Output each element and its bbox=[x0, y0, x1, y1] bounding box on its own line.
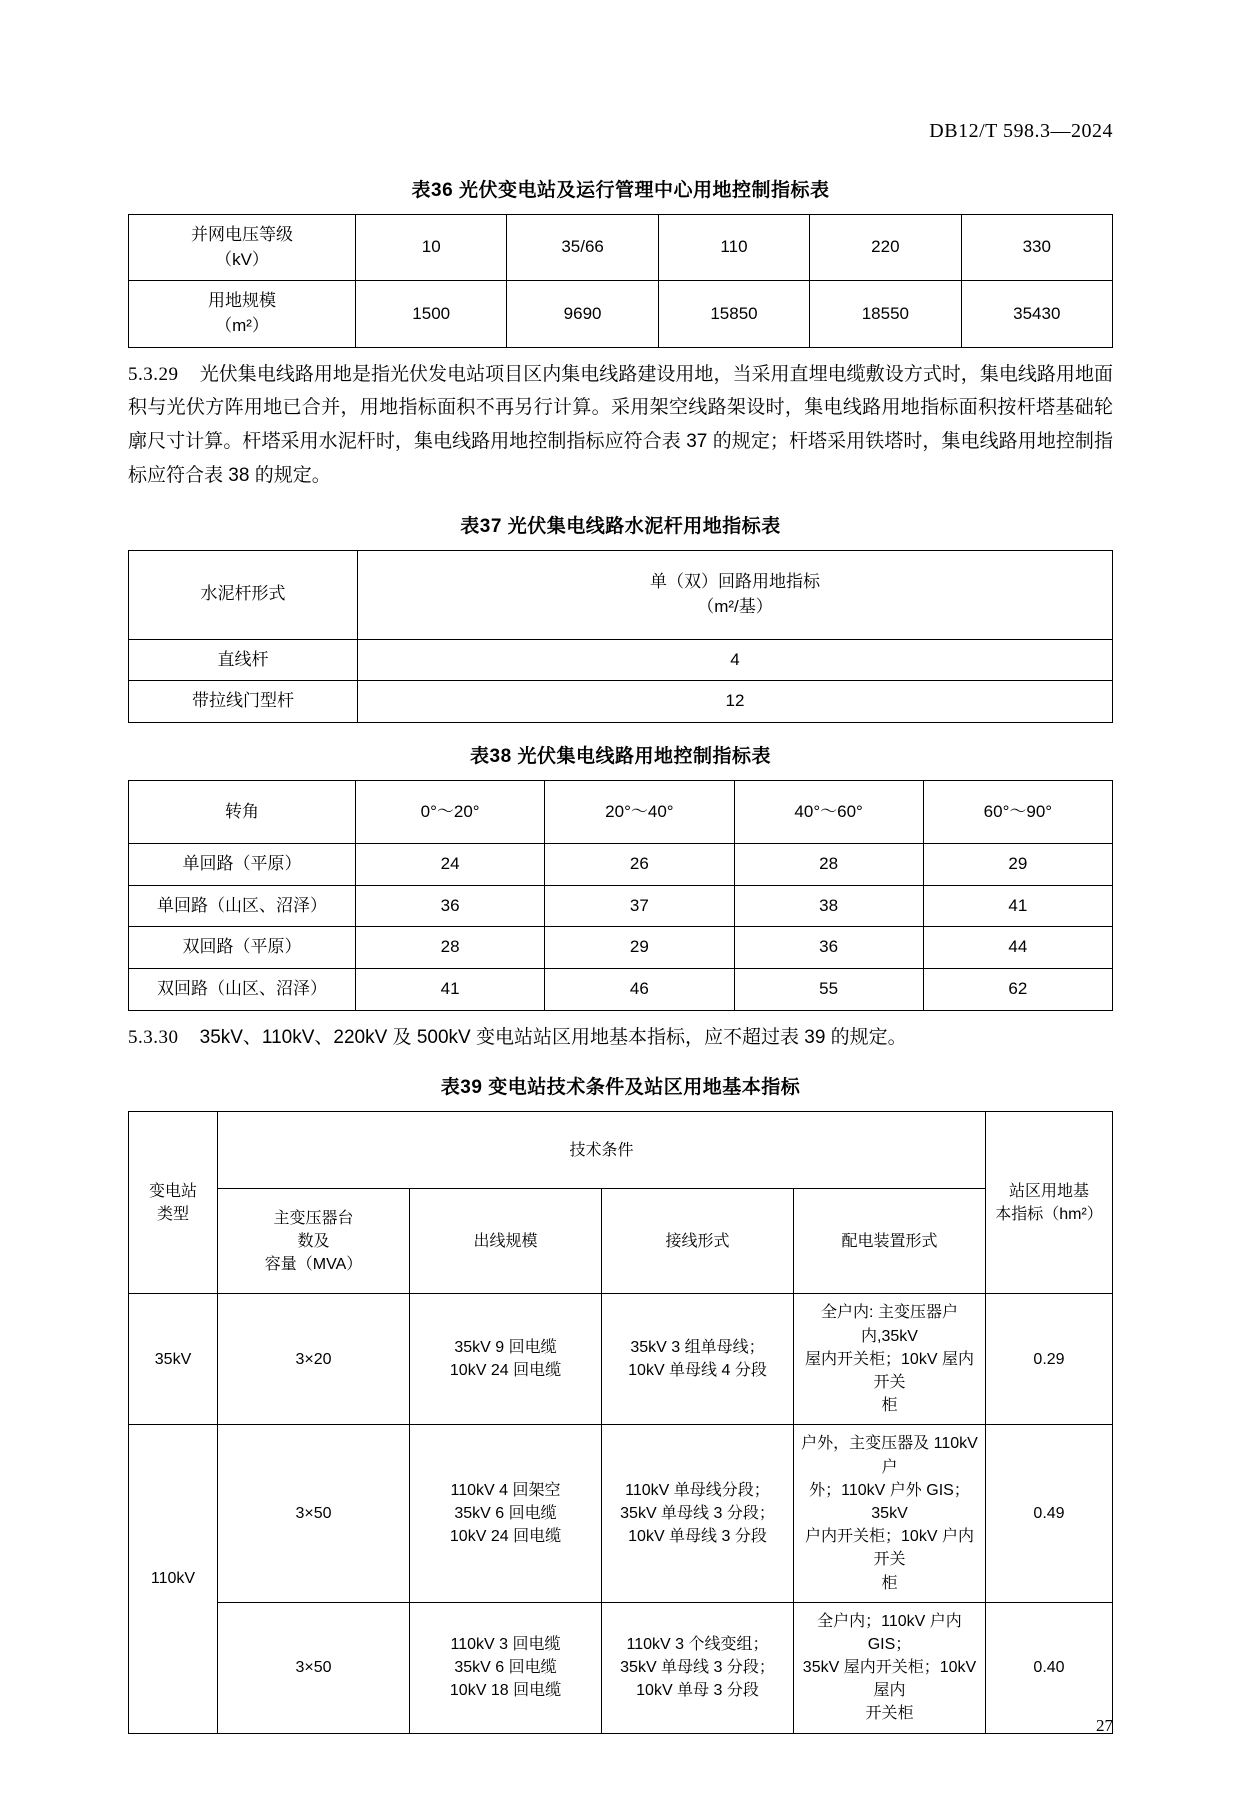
table36-row0-value-1: 35/66 bbox=[507, 215, 658, 281]
table38-row0-value-3: 29 bbox=[923, 844, 1112, 886]
table37-caption: 表37 光伏集电线路水泥杆用地指标表 bbox=[460, 515, 781, 537]
table38-row2-value-2: 36 bbox=[734, 927, 923, 969]
clause-5-3-30-text: 35kV、110kV、220kV 及 500kV 变电站站区用地基本指标，应不超过表 39 的规定。 bbox=[199, 1026, 907, 1048]
page-number: 27 bbox=[1096, 1715, 1113, 1735]
table39-row0-lines-l1: 35kV 9 回电缆 bbox=[454, 1339, 557, 1357]
table39-row2-conn-l2: 35kV 单母线 3 分段； bbox=[620, 1659, 775, 1677]
table39-row2-index: 0.40 bbox=[986, 1602, 1113, 1733]
table36-row0-value-0: 10 bbox=[356, 215, 507, 281]
table38-row0-value-2: 28 bbox=[734, 844, 923, 886]
table39-row2-mva: 3×50 bbox=[218, 1602, 410, 1733]
table38-row2-value-1: 29 bbox=[545, 927, 734, 969]
table37-row1-value: 12 bbox=[358, 681, 1113, 723]
table39-row1-device-l3: 户内开关柜；10kV 户内开关 bbox=[805, 1528, 974, 1569]
table-row bbox=[129, 781, 1113, 844]
table38 bbox=[128, 780, 1113, 1011]
table-row bbox=[129, 1602, 1113, 1733]
table36-row1-value-3: 18550 bbox=[810, 281, 961, 347]
table38-header-2: 20°～40° bbox=[545, 781, 734, 844]
table39-row2-conn-l1: 110kV 3 个线变组； bbox=[626, 1635, 769, 1653]
table39-header-index bbox=[986, 1112, 1113, 1294]
table-row bbox=[129, 1112, 1113, 1189]
table39-header-tech-group: 技术条件 bbox=[218, 1112, 986, 1189]
table38-row1-value-2: 38 bbox=[734, 885, 923, 927]
table-row bbox=[129, 215, 1113, 281]
table39-caption: 表39 变电站技术条件及站区用地基本指标 bbox=[440, 1077, 801, 1099]
table39-row1-device-l2: 外；110kV 户外 GIS；35kV bbox=[809, 1481, 970, 1522]
table39-row0-type: 35kV bbox=[129, 1294, 218, 1425]
table38-row2-value-0: 28 bbox=[356, 927, 545, 969]
table38-row1-label: 单回路（山区、沼泽） bbox=[129, 885, 356, 927]
table38-row0-value-1: 26 bbox=[545, 844, 734, 886]
table39-row0-conn bbox=[602, 1294, 794, 1425]
table-row bbox=[129, 550, 1113, 639]
table39-row1-conn bbox=[602, 1425, 794, 1602]
table39-row0-mva: 3×20 bbox=[218, 1294, 410, 1425]
table38-row1-value-0: 36 bbox=[356, 885, 545, 927]
table39-row1-type: 110kV bbox=[129, 1425, 218, 1733]
table39-row0-device-l3: 柜 bbox=[881, 1397, 898, 1415]
table39-row1-lines-l2: 35kV 6 回电缆 bbox=[454, 1504, 557, 1522]
table39-row2-lines-l1: 110kV 3 回电缆 bbox=[450, 1635, 561, 1653]
table38-row1-value-1: 37 bbox=[545, 885, 734, 927]
table39-row2-conn-l3: 10kV 单母 3 分段 bbox=[636, 1682, 759, 1700]
table39-row1-conn-l1: 110kV 单母线分段； bbox=[625, 1481, 770, 1499]
table37-header-col1: 水泥杆形式 bbox=[129, 550, 358, 639]
table39-row2-device-l3: 开关柜 bbox=[865, 1705, 914, 1723]
table39-row0-lines bbox=[410, 1294, 602, 1425]
table38-row0-value-0: 24 bbox=[356, 844, 545, 886]
table38-row3-value-0: 41 bbox=[356, 969, 545, 1011]
table38-row3-value-2: 55 bbox=[734, 969, 923, 1011]
table39-row2-device bbox=[794, 1602, 986, 1733]
table39-row2-lines bbox=[410, 1602, 602, 1733]
table39-row2-conn bbox=[602, 1602, 794, 1733]
table39-header-subcol-lines: 出线规模 bbox=[410, 1189, 602, 1294]
table39-header-subcol-mva-line2: 数及 bbox=[297, 1232, 330, 1250]
table-row bbox=[129, 1425, 1113, 1602]
table39-row0-conn-l1: 35kV 3 组单母线； bbox=[630, 1339, 765, 1357]
table39-row1-lines bbox=[410, 1425, 602, 1602]
table37-header-col2 bbox=[358, 550, 1113, 639]
table36-row0-label-line2: （kV） bbox=[215, 249, 269, 269]
table39-row1-mva: 3×50 bbox=[218, 1425, 410, 1602]
table38-header-3: 40°～60° bbox=[734, 781, 923, 844]
table36-row1-label-line1: 用地规模 bbox=[208, 291, 276, 311]
table39-header-subcol-device: 配电装置形式 bbox=[794, 1189, 986, 1294]
table-row bbox=[129, 1294, 1113, 1425]
table36-row0-value-3: 220 bbox=[810, 215, 961, 281]
table38-row3-label: 双回路（山区、沼泽） bbox=[129, 969, 356, 1011]
table39-header-subcol-mva bbox=[218, 1189, 410, 1294]
table39-header-subcol-mva-line1: 主变压器台 bbox=[273, 1209, 354, 1227]
table39-row0-device-l2: 屋内开关柜；10kV 屋内开关 bbox=[805, 1350, 974, 1392]
table36-row0-label bbox=[129, 215, 356, 281]
table39-header-type-line1: 变电站 bbox=[148, 1182, 197, 1200]
table36-row1-value-1: 9690 bbox=[507, 281, 658, 347]
table39-row1-conn-l3: 10kV 单母线 3 分段 bbox=[628, 1528, 767, 1546]
table38-row1-value-3: 41 bbox=[923, 885, 1112, 927]
table36-row0-value-2: 110 bbox=[658, 215, 809, 281]
table39-header-index-line2: 本指标（hm²） bbox=[995, 1205, 1103, 1223]
table39-row2-lines-l2: 35kV 6 回电缆 bbox=[454, 1659, 557, 1677]
table36-row1-value-2: 15850 bbox=[658, 281, 809, 347]
table39-row2-lines-l3: 10kV 18 回电缆 bbox=[449, 1682, 562, 1700]
table38-row2-value-3: 44 bbox=[923, 927, 1112, 969]
table39-header-type-line2: 类型 bbox=[156, 1205, 189, 1223]
table39-header-subcol-mva-line3: 容量（MVA） bbox=[264, 1256, 363, 1274]
table39-row0-device bbox=[794, 1294, 986, 1425]
table38-caption: 表38 光伏集电线路用地控制指标表 bbox=[470, 746, 771, 768]
clause-5-3-30-number: 5.3.30 bbox=[128, 1026, 179, 1048]
table37-row0-value: 4 bbox=[358, 639, 1113, 681]
table39-row1-device-l4: 柜 bbox=[881, 1574, 898, 1592]
table37-header-col2-line1: 单（双）回路用地指标 bbox=[650, 572, 820, 592]
table38-header-0: 转角 bbox=[129, 781, 356, 844]
table38-row3-value-1: 46 bbox=[545, 969, 734, 1011]
table39-row0-index: 0.29 bbox=[986, 1294, 1113, 1425]
table38-row3-value-3: 62 bbox=[923, 969, 1112, 1011]
table39-row0-lines-l2: 10kV 24 回电缆 bbox=[449, 1362, 562, 1380]
table39-row1-lines-l1: 110kV 4 回架空 bbox=[450, 1481, 561, 1499]
table36-row1-label-line2: （m²） bbox=[215, 315, 269, 335]
table39-row2-device-l1: 全户内；110kV 户内 GIS； bbox=[817, 1612, 962, 1653]
table36 bbox=[128, 214, 1113, 348]
table39-row1-device bbox=[794, 1425, 986, 1602]
table-row bbox=[129, 927, 1113, 969]
table38-header-1: 0°～20° bbox=[356, 781, 545, 844]
table39 bbox=[128, 1111, 1113, 1733]
table37-row1-label: 带拉线门型杆 bbox=[129, 681, 358, 723]
table36-row1-value-0: 1500 bbox=[356, 281, 507, 347]
table-row bbox=[129, 844, 1113, 886]
table39-header-index-line1: 站区用地基 bbox=[1008, 1182, 1089, 1200]
table38-header-4: 60°～90° bbox=[923, 781, 1112, 844]
clause-5-3-29-number: 5.3.29 bbox=[128, 363, 179, 385]
table39-row1-lines-l3: 10kV 24 回电缆 bbox=[449, 1528, 562, 1546]
table37-header-col2-line2: （m²/基） bbox=[697, 596, 773, 616]
table36-row0-label-line1: 并网电压等级 bbox=[191, 225, 293, 244]
table-row bbox=[129, 681, 1113, 723]
table38-row0-label: 单回路（平原） bbox=[129, 844, 356, 886]
table39-row0-conn-l2: 10kV 单母线 4 分段 bbox=[628, 1362, 767, 1380]
table36-row1-label bbox=[129, 281, 356, 347]
table36-row1-value-4: 35430 bbox=[961, 281, 1112, 347]
table37-row0-label: 直线杆 bbox=[129, 639, 358, 681]
table37 bbox=[128, 550, 1113, 723]
table39-header-type bbox=[129, 1112, 218, 1294]
page-header-standard-code: DB12/T 598.3—2024 bbox=[929, 120, 1113, 142]
clause-5-3-29-text: 光伏集电线路用地是指光伏发电站项目区内集电线路建设用地，当采用直埋电缆敷设方式时，集电线路用地面积与光伏方阵用地已合并，用地指标面积不再另行计算。采用架空线路架设时，集电线路用地指标面积按杆塔基础轮廓尺寸计算。杆塔采用水泥杆时，集电线路用地控制指标应符合表 37 的规定；杆塔采用铁塔时，集电线路用地控制指标应符合表 38 的规定。 bbox=[128, 363, 1113, 486]
table39-row2-device-l2: 35kV 屋内开关柜；10kV 屋内 bbox=[802, 1659, 977, 1700]
table39-row1-device-l1: 户外，主变压器及 110kV 户 bbox=[801, 1435, 978, 1476]
table39-row1-conn-l2: 35kV 单母线 3 分段； bbox=[620, 1504, 775, 1522]
table36-caption: 表36 光伏变电站及运行管理中心用地控制指标表 bbox=[411, 180, 830, 201]
table39-row1-index: 0.49 bbox=[986, 1425, 1113, 1602]
table36-row0-value-4: 330 bbox=[961, 215, 1112, 281]
table39-header-subcol-conn: 接线形式 bbox=[602, 1189, 794, 1294]
table-row bbox=[129, 885, 1113, 927]
clause-5-3-30 bbox=[128, 1021, 1113, 1055]
table-row bbox=[129, 1189, 1113, 1294]
table38-row2-label: 双回路（平原） bbox=[129, 927, 356, 969]
table-row bbox=[129, 281, 1113, 347]
clause-5-3-29 bbox=[128, 358, 1113, 493]
table-row bbox=[129, 969, 1113, 1011]
table-row bbox=[129, 639, 1113, 681]
table39-row0-device-l1: 全户内: 主变压器户内,35kV bbox=[821, 1304, 958, 1345]
